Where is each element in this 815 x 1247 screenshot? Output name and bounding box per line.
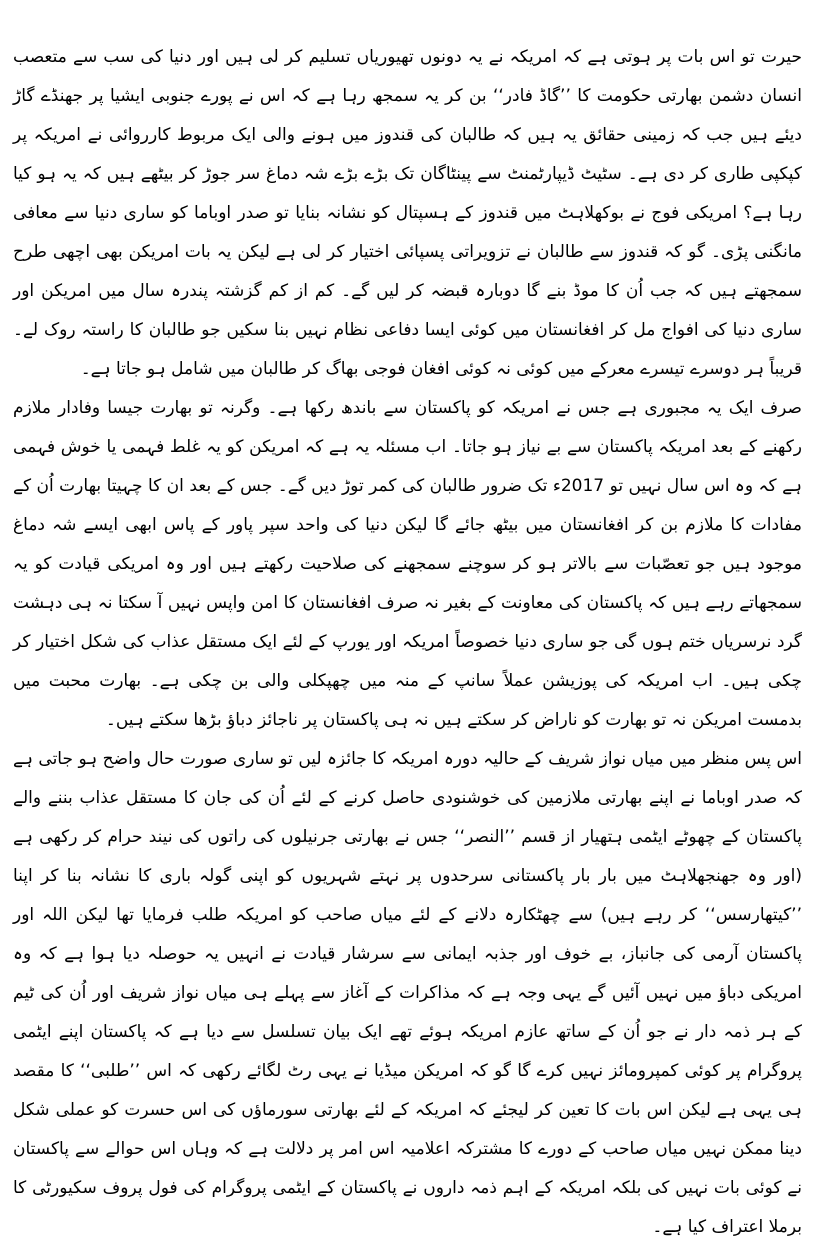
paragraph-3: اس پس منظر میں میاں نواز شریف کے حالیہ دورہ امریکہ کا جائزہ لیں تو ساری صورت حال واضح ہو جاتی ہے کہ صدر اوباما نے اپنے بھارتی ملازمین کی خوشنودی حاصل کرنے کے لئے اُن کی جان کا مستقل عذاب بننے والے پاکستان کے چھوٹے ایٹمی ہتھیار از قسم ’’النصر‘‘ جس نے بھارتی جرنیلوں کی راتوں کی نیند حرام کر رکھی ہے (اور وہ جھنجھلاہٹ میں بار بار پاکستانی سرحدوں پر نہتے شہریوں کو اپنی گولہ باری کا نشانہ بنا کر اپنا ’’کیتھارسس‘‘ کر رہے ہیں) سے چھٹکارہ دلانے کے لئے میاں صاحب کو امریکہ طلب فرمایا تھا لیکن اللہ اور پاکستان آرمی کی جانباز، بے خوف اور جذبہ ایمانی سے سرشار قیادت نے انہیں یہ حوصلہ دیا ہوا ہے کہ وہ امریکی دباؤ میں نہیں آئیں گے یہی وجہ ہے کہ مذاکرات کے آغاز سے پہلے ہی میاں نواز شریف اور اُن کی ٹیم کے ہر ذمہ دار نے جو اُن کے ساتھ عازم امریکہ ہوئے تھے ایک بیان تسلسل سے دیا ہے کہ پاکستان اپنے ایٹمی پروگرام پر کوئی کمپرومائز نہیں کرے گا گو کہ امریکن میڈیا نے یہی رٹ لگائے رکھی کہ اس ’’طلبی‘‘ کا مقصد ہی یہی ہے لیکن اس بات کا تعین کر لیجئے کہ امریکہ کے لئے بھارتی سورماؤں کی اس حسرت کو عملی شکل دینا ممکن نہیں میاں صاحب کے دورے کا مشترکہ اعلامیہ اس امر پر دلالت ہے کہ وہاں اس حوالے سے پاکستان نے کوئی بات نہیں کی بلکہ امریکہ کے اہم ذمہ داروں نے پاکستان کے ایٹمی پروگرام کی فول پروف سکیورٹی کا برملا اعتراف کیا ہے۔ (13, 749, 802, 1237)
paragraph-2: صرف ایک یہ مجبوری ہے جس نے امریکہ کو پاکستان سے باندھ رکھا ہے۔ وگرنہ تو بھارت جیسا وفادار ملازم رکھنے کے بعد امریکہ پاکستان سے بے نیاز ہو جاتا۔ اب مسئلہ یہ ہے کہ امریکن کو یہ غلط فہمی یا خوش فہمی ہے کہ وہ اس سال نہیں تو 2017ء تک ضرور طالبان کی کمر توڑ دیں گے۔ جس کے بعد ان کا چہیتا بھارت اُن کے مفادات کا ملازم بن کر افغانستان میں بیٹھ جائے گا لیکن دنیا کی واحد سپر پاور کے پاس ابھی ایسے شہ دماغ موجود ہیں جو تعصّبات سے بالاتر ہو کر سوچنے سمجھنے کی صلاحیت رکھتے ہیں اور وہ امریکی قیادت کو یہ سمجھاتے رہے ہیں کہ پاکستان کی معاونت کے بغیر نہ صرف افغانستان کا امن واپس نہیں آ سکتا نہ ہی دہشت گرد نرسریاں ختم ہوں گی جو ساری دنیا خصوصاً امریکہ اور یورپ کے لئے ایک مستقل عذاب کی شکل اختیار کر چکی ہیں۔ اب امریکہ کی پوزیشن عملاً سانپ کے منہ میں چھپکلی والی بن چکی ہے۔ بھارت محبت میں بدمست امریکن نہ تو بھارت کو ناراض کر سکتے ہیں نہ ہی پاکستان پر ناجائز دباؤ بڑھا سکتے ہیں۔ (13, 398, 802, 730)
article-body (13, 38, 802, 1247)
paragraph-1: حیرت تو اس بات پر ہوتی ہے کہ امریکہ نے یہ دونوں تھیوریاں تسلیم کر لی ہیں اور دنیا کی سب سے متعصب انسان دشمن بھارتی حکومت کا ’’گاڈ فادر‘‘ بن کر یہ سمجھ رہا ہے کہ اس نے پورے جنوبی ایشیا پر جھنڈے گاڑ دیئے ہیں جب کہ زمینی حقائق یہ ہیں کہ طالبان کی قندوز میں ہونے والی ایک مربوط کارروائی نے امریکہ پر کپکپی طاری کر دی ہے۔ سٹیٹ ڈیپارٹمنٹ سے پینٹاگان تک بڑے بڑے شہ دماغ سر جوڑ کر بیٹھے ہیں کہ یہ ہو کیا رہا ہے؟ امریکی فوج نے بوکھلاہٹ میں قندوز کے ہسپتال کو نشانہ بنایا تو صدر اوباما کو ساری دنیا سے معافی مانگنی پڑی۔ گو کہ قندوز سے طالبان نے تزویراتی پسپائی اختیار کر لی ہے لیکن یہ بات امریکن بھی اچھی طرح سمجھتے ہیں کہ جب اُن کا موڈ بنے گا دوبارہ قبضہ کر لیں گے۔ کم از کم گزشتہ پندرہ سال میں امریکن اور ساری دنیا کی افواج مل کر افغانستان میں کوئی ایسا دفاعی نظام نہیں بنا سکیں جو طالبان کا راستہ روک لے۔ قریباً ہر دوسرے تیسرے معرکے میں کوئی نہ کوئی افغان فوجی بھاگ کر طالبان میں شامل ہو جاتا ہے۔ (13, 47, 802, 379)
